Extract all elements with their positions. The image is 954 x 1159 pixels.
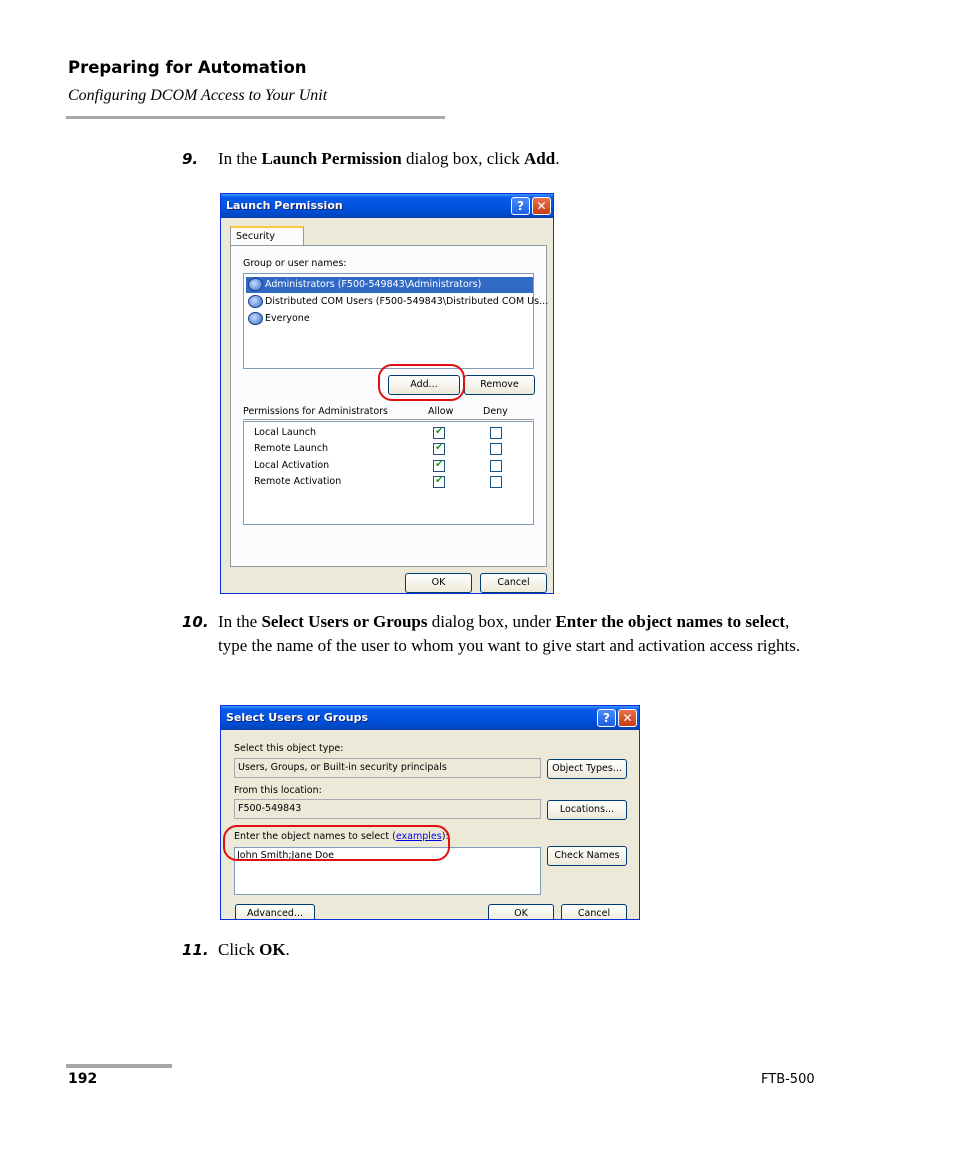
dialog-title: Launch Permission	[226, 199, 343, 212]
permission-name: Local Launch	[254, 427, 317, 438]
deny-checkbox[interactable]	[490, 443, 502, 455]
step-10	[182, 610, 818, 658]
location-field: F500-549843	[234, 799, 541, 819]
product-name: FTB-500	[761, 1072, 815, 1087]
examples-link[interactable]: examples	[395, 831, 442, 842]
group-name: Distributed COM Users (F500-549843\Distributed COM Us...	[265, 296, 549, 307]
object-type-field: Users, Groups, or Built-in security principals	[234, 758, 541, 778]
add-button[interactable]: Add...	[388, 375, 460, 395]
step-bold: Select Users or Groups	[261, 612, 428, 631]
object-type-label: Select this object type:	[234, 743, 344, 754]
step-text: , type the name of the user to whom you want to give start and activation access rights.	[218, 612, 801, 655]
step-text: Click	[218, 940, 260, 959]
help-icon[interactable]: ?	[511, 197, 530, 215]
tab-security-limits[interactable]	[230, 226, 304, 246]
location-label: From this location:	[234, 785, 322, 796]
group-icon	[248, 278, 263, 291]
object-types-button[interactable]: Object Types...	[547, 759, 627, 779]
group-list[interactable]	[243, 273, 549, 369]
names-label-text: Enter the object names to select	[234, 831, 390, 842]
step-number: 9.	[182, 150, 199, 168]
dialog-title: Select Users or Groups	[226, 711, 369, 724]
permission-name: Local Activation	[254, 460, 330, 471]
group-name: Administrators (F500-549843\Administrators)	[265, 279, 482, 290]
group-name: Everyone	[265, 313, 310, 324]
permissions-divider	[243, 419, 534, 420]
step-bold: Enter the object names to select	[555, 612, 786, 631]
permissions-list	[243, 421, 534, 525]
section-title: Preparing for Automation	[68, 58, 307, 77]
footer-rule	[66, 1064, 172, 1068]
deny-checkbox[interactable]	[490, 476, 502, 488]
check-names-button[interactable]: Check Names	[547, 846, 627, 866]
select-users-dialog	[220, 705, 640, 920]
highlight-circle	[223, 825, 450, 861]
ok-button[interactable]: OK	[405, 573, 472, 593]
allow-checkbox[interactable]	[433, 443, 445, 455]
permissions-label: Permissions for Administrators	[243, 406, 389, 417]
cancel-button[interactable]: Cancel	[480, 573, 547, 593]
ok-button[interactable]: OK	[488, 904, 554, 920]
allow-header: Allow	[428, 406, 454, 417]
deny-checkbox[interactable]	[490, 460, 502, 472]
step-text: In the	[218, 149, 262, 168]
allow-checkbox[interactable]	[433, 427, 445, 439]
group-icon	[248, 295, 263, 308]
step-bold: Add	[524, 149, 556, 168]
deny-header: Deny	[483, 406, 508, 417]
subsection-title: Configuring DCOM Access to Your Unit	[68, 87, 328, 104]
dialog-title-bar	[221, 194, 553, 218]
names-value: John Smith;Jane Doe	[237, 850, 335, 861]
deny-checkbox[interactable]	[490, 427, 502, 439]
permission-name: Remote Activation	[254, 476, 342, 487]
tab-label: Security	[236, 231, 276, 242]
cancel-button[interactable]: Cancel	[561, 904, 627, 920]
step-text: dialog box, under	[427, 612, 556, 631]
allow-checkbox[interactable]	[433, 476, 445, 488]
permission-name: Remote Launch	[254, 443, 329, 454]
group-icon	[248, 312, 263, 325]
step-text: dialog box, click	[401, 149, 524, 168]
step-number: 11.	[182, 941, 209, 959]
page-number: 192	[68, 1071, 98, 1087]
dialog-title-bar	[221, 706, 639, 730]
header-rule	[66, 116, 445, 119]
step-text: .	[285, 940, 290, 959]
step-text: .	[555, 149, 560, 168]
remove-button[interactable]: Remove	[464, 375, 535, 395]
step-bold: Launch Permission	[261, 149, 402, 168]
highlight-circle	[378, 364, 465, 401]
step-text: In the	[218, 612, 262, 631]
allow-checkbox[interactable]	[433, 460, 445, 472]
close-icon[interactable]: ✕	[618, 709, 637, 727]
group-label: Group or user names:	[243, 258, 347, 269]
step-11	[182, 938, 818, 962]
close-icon[interactable]: ✕	[532, 197, 551, 215]
step-number: 10.	[182, 613, 209, 631]
names-label: Enter the object names to select (examples):	[234, 831, 449, 842]
help-icon[interactable]: ?	[597, 709, 616, 727]
advanced-button[interactable]: Advanced...	[235, 904, 315, 920]
step-bold: OK	[259, 940, 286, 959]
step-9	[182, 147, 818, 171]
locations-button[interactable]: Locations...	[547, 800, 627, 820]
